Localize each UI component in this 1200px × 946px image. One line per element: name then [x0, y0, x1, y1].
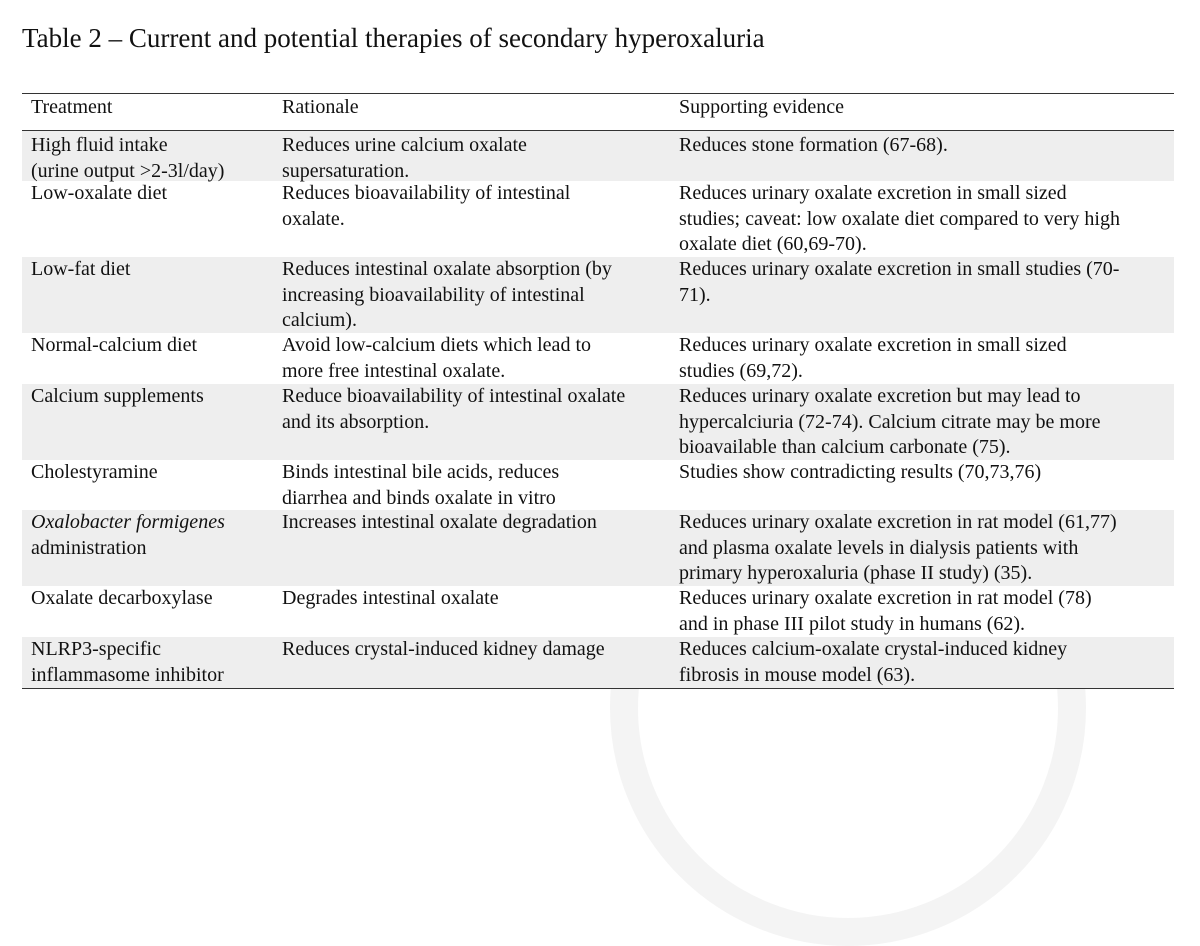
rationale-text-line: calcium).	[282, 309, 357, 331]
treatment-text-line: inflammasome inhibitor	[31, 663, 224, 686]
cell-rationale	[273, 586, 670, 637]
table-row	[22, 181, 1174, 257]
treatment-text-line: Calcium supplements	[31, 385, 204, 407]
treatment-text-line: Oxalobacter formigenes	[31, 511, 225, 533]
rationale-text-line: increasing bioavailability of intestinal	[282, 283, 585, 306]
evidence-text-line: bioavailable than calcium carbonate (75).	[679, 436, 1011, 458]
cell-treatment	[22, 181, 273, 257]
evidence-text-line: 71).	[679, 283, 711, 306]
table-row	[22, 510, 1174, 586]
cell-rationale	[273, 637, 670, 688]
table-row	[22, 131, 1174, 181]
evidence-text-line: Studies show contradicting results (70,73,76)	[679, 461, 1042, 483]
evidence-text-line: oxalate diet (60,69-70).	[679, 233, 867, 255]
rationale-text-line: Binds intestinal bile acids, reduces	[282, 461, 560, 483]
evidence-text-line: Reduces urinary oxalate excretion in small studies (70-	[679, 258, 1120, 280]
treatment-text-line: (urine output >2-3l/day)	[31, 159, 225, 182]
table-header-row	[22, 94, 1174, 131]
therapies-table	[22, 93, 1174, 689]
cell-treatment	[22, 510, 273, 586]
cell-evidence	[670, 133, 1174, 181]
treatment-text-line: Low-fat diet	[31, 258, 131, 280]
rationale-text-line: Reduces bioavailability of intestinal	[282, 182, 571, 204]
cell-evidence	[670, 460, 1174, 510]
cell-rationale	[273, 460, 670, 510]
cell-treatment	[22, 460, 273, 510]
header-treatment: Treatment	[31, 96, 113, 118]
cell-evidence	[670, 333, 1174, 384]
cell-rationale	[273, 257, 670, 333]
evidence-text-line: and plasma oxalate levels in dialysis patients with	[679, 536, 1079, 559]
cell-treatment	[22, 333, 273, 384]
cell-treatment	[22, 257, 273, 333]
rationale-text-line: oxalate.	[282, 207, 345, 230]
rationale-text-line: Increases intestinal oxalate degradation	[282, 511, 597, 533]
cell-treatment	[22, 637, 273, 688]
table-row	[22, 586, 1174, 637]
table-title: Table 2 – Current and potential therapies of secondary hyperoxaluria	[22, 23, 765, 53]
treatment-text-line: High fluid intake	[31, 134, 168, 156]
cell-treatment	[22, 133, 273, 181]
cell-rationale	[273, 181, 670, 257]
rationale-text-line: Reduces urine calcium oxalate	[282, 134, 527, 156]
rationale-text-line: Degrades intestinal oxalate	[282, 587, 499, 609]
cell-rationale	[273, 384, 670, 460]
evidence-text-line: primary hyperoxaluria (phase II study) (35).	[679, 562, 1033, 584]
evidence-text-line: Reduces urinary oxalate excretion but may lead to	[679, 385, 1081, 407]
treatment-text-line: Oxalate decarboxylase	[31, 587, 213, 609]
table-row	[22, 637, 1174, 688]
cell-treatment	[22, 384, 273, 460]
evidence-text-line: Reduces stone formation (67-68).	[679, 134, 948, 156]
treatment-text-line: NLRP3-specific	[31, 638, 161, 660]
treatment-text-line: administration	[31, 536, 147, 559]
rationale-text-line: more free intestinal oxalate.	[282, 359, 506, 382]
cell-evidence	[670, 510, 1174, 586]
cell-evidence	[670, 384, 1174, 460]
rationale-text-line: diarrhea and binds oxalate in vitro	[282, 486, 556, 509]
evidence-text-line: and in phase III pilot study in humans (62).	[679, 612, 1026, 635]
cell-evidence	[670, 257, 1174, 333]
evidence-text-line: fibrosis in mouse model (63).	[679, 663, 916, 686]
table-row	[22, 257, 1174, 333]
evidence-text-line: Reduces urinary oxalate excretion in rat model (78)	[679, 587, 1092, 609]
table-body	[22, 131, 1174, 688]
cell-evidence	[670, 181, 1174, 257]
cell-evidence	[670, 637, 1174, 688]
cell-rationale	[273, 510, 670, 586]
treatment-text-line: Normal-calcium diet	[31, 334, 198, 356]
rationale-text-line: supersaturation.	[282, 159, 410, 182]
rationale-text-line: Avoid low-calcium diets which lead to	[282, 334, 591, 356]
rationale-text-line: Reduces crystal-induced kidney damage	[282, 638, 605, 660]
evidence-text-line: Reduces calcium-oxalate crystal-induced kidney	[679, 638, 1068, 660]
cell-evidence	[670, 586, 1174, 637]
treatment-text-line: Cholestyramine	[31, 461, 158, 483]
table-row	[22, 460, 1174, 510]
evidence-text-line: Reduces urinary oxalate excretion in small sized	[679, 334, 1067, 356]
evidence-text-line: studies; caveat: low oxalate diet compared to very high	[679, 207, 1120, 230]
table-row	[22, 384, 1174, 460]
evidence-text-line: hypercalciuria (72-74). Calcium citrate may be more	[679, 410, 1101, 433]
cell-rationale	[273, 133, 670, 181]
header-rationale: Rationale	[282, 96, 359, 118]
treatment-text-line: Low-oxalate diet	[31, 182, 168, 204]
table-row	[22, 333, 1174, 384]
cell-treatment	[22, 586, 273, 637]
cell-rationale	[273, 333, 670, 384]
evidence-text-line: Reduces urinary oxalate excretion in rat model (61,77)	[679, 511, 1117, 533]
evidence-text-line: studies (69,72).	[679, 359, 803, 382]
rationale-text-line: Reduce bioavailability of intestinal oxalate	[282, 385, 626, 407]
evidence-text-line: Reduces urinary oxalate excretion in small sized	[679, 182, 1067, 204]
rationale-text-line: Reduces intestinal oxalate absorption (by	[282, 258, 612, 280]
header-evidence: Supporting evidence	[679, 96, 844, 118]
rationale-text-line: and its absorption.	[282, 410, 430, 433]
